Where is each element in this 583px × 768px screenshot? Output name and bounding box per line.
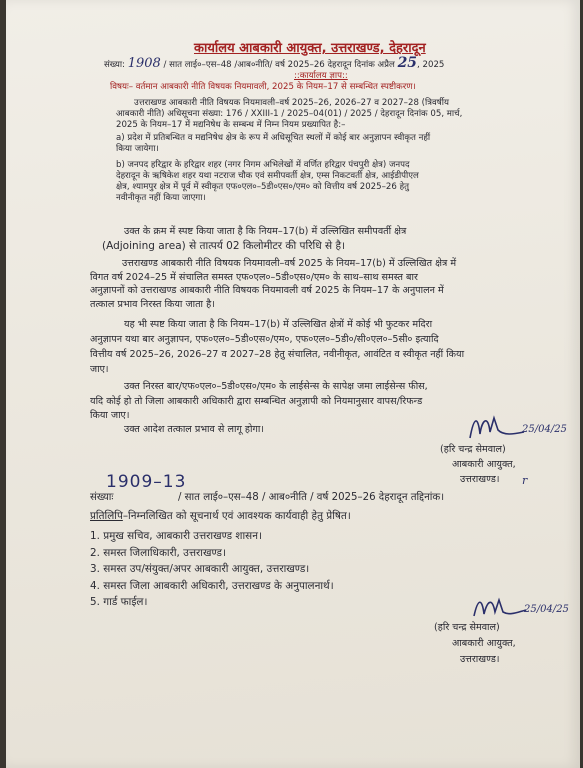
list-item: 5. गार्ड फाईल। xyxy=(90,596,148,608)
copy-reference-label: संख्याः xyxy=(90,492,114,503)
p3-line: अनुज्ञापनों को उत्तराखण्ड आबकारी नीति विषयक नियमावली वर्ष 2025 के नियम–17 के अनुपालन में xyxy=(90,285,444,296)
list-item: 4. समस्त जिला आबकारी अधिकारी, उत्तराखण्ड के अनुपालनार्थ। xyxy=(90,579,334,592)
p1-line: b) जनपद हरिद्वार के हरिद्वार शहर (नगर निगम अभिलेखों में वर्णित हरिद्वार पंचपुरी क्षेत्र) जनपद xyxy=(116,160,410,170)
p1-line: 2025 के नियम–17 में मद्यनिषेध के सम्बन्ध में निम्न नियम प्रख्यापित है:– xyxy=(116,120,346,130)
p3-line: तत्काल प्रभाव निरस्त किया जाता है। xyxy=(90,298,215,310)
paragraph-6: उक्त आदेश तत्काल प्रभाव से लागू होगा। xyxy=(124,424,265,435)
p4-line: वित्तीय वर्ष 2025–26, 2026–27 व 2027–28 हेतु संचालित, नवीनीकृत, आवंटित व स्वीकृत नहीं किया xyxy=(90,349,465,360)
signature-scrawl-2 xyxy=(468,590,583,624)
date-handwritten: 25 xyxy=(397,55,418,71)
p5-line: यदि कोई हो तो जिला आबकारी अधिकारी द्वारा सम्बन्धित अनुज्ञापी को नियमानुसार वापस/रिफन्ड xyxy=(90,395,423,407)
paragraph-5 xyxy=(90,380,428,424)
p4-line: यह भी स्पष्ट किया जाता है कि नियम–17(b) में उल्लिखित क्षेत्रों में कोई भी फुटकर मदिरा xyxy=(124,319,433,330)
p1-line: देहरादून के ऋषिकेश शहर यथा नटराज चौक एवं समीपवर्ती क्षेत्र, एम्स निकटवर्ती क्षेत्र, आईडीपीएल xyxy=(116,171,419,181)
signatory-name: (हरि चन्द्र सेमवाल) xyxy=(440,444,506,455)
p4-line: अनुज्ञापन यथा बार अनुज्ञापन, एफ०एल०–5डी०एस०/एम०, एफ०एल०–5डी०/सी०एल०–5सी० इत्यादि xyxy=(90,334,439,345)
list-item: 1. प्रमुख सचिव, आबकारी उत्तराखण्ड शासन। xyxy=(90,530,262,542)
p1-line: नवीनीकृत नहीं किया जाएगा। xyxy=(116,193,206,203)
office-title: कार्यालय आबकारी आयुक्त, उत्तराखण्ड, देहरादून xyxy=(194,41,426,56)
subject-text: वर्तमान आबकारी नीति विषयक नियमावली, 2025 के नियम–17 से सम्बन्धित स्पष्टीकरण। xyxy=(135,82,416,92)
p2-line: उक्त के क्रम में स्पष्ट किया जाता है कि नियम–17(b) में उल्लिखित समीपवर्ती क्षेत्र xyxy=(124,226,407,237)
document-page xyxy=(6,0,580,768)
p1-line: आबकारी नीति) अधिसूचना संख्या: 176 / XXIII-1 / 2025–04(01) / 2025 / देहरादून दिनांक 05, मार्च, xyxy=(116,109,463,119)
reference-year: , 2025 xyxy=(417,60,445,70)
copy-label: प्रतिलिपि xyxy=(90,510,123,522)
p2-line: (Adjoining area) से तात्पर्य 02 किलोमीटर की परिधि से है। xyxy=(102,240,345,252)
p1-line: a) प्रदेश में प्रतिबन्धित व मद्यनिषेध क्षेत्र के रूप में अधिसूचित स्थलों में कोई बार अनुज्ञापन स्वीकृत नहीं xyxy=(116,133,431,143)
signatory-state-2: उत्तराखण्ड। xyxy=(460,654,500,665)
copy-intro xyxy=(90,509,351,523)
list-item: 3. समस्त उप/संयुक्त/अपर आबकारी आयुक्त, उत्तराखण्ड। xyxy=(90,563,310,575)
signatory-name-2: (हरि चन्द्र सेमवाल) xyxy=(434,622,500,633)
p3-line: विगत वर्ष 2024–25 में संचालित समस्त एफ०एल०–5डी०एस०/एम० के साथ–साथ समस्त बार xyxy=(90,271,418,283)
reference-details: / सात लाई०–एस–48 /आब०नीति/ वर्ष 2025–26 देहरादून दिनांक अप्रैल xyxy=(163,60,395,70)
paragraph-3 xyxy=(90,257,456,311)
reference-line xyxy=(104,55,445,71)
p5-line: किया जाए। xyxy=(90,410,130,421)
p1-line: उत्तराखण्ड आबकारी नीति विषयक नियमावली–वर्ष 2025–26, 2026–27 व 2027–28 (त्रिवर्षीय xyxy=(134,98,449,108)
signature-scrawl xyxy=(464,410,583,444)
copy-reference-details: / सात लाई०–एस–48 / आब०नीति / वर्ष 2025–26 देहरादून तद्दिनांक। xyxy=(177,492,445,503)
order-heading: ::कार्यालय ज्ञाप:: xyxy=(294,71,348,81)
p4-line: जाए। xyxy=(90,364,109,375)
reference-label: संख्या: xyxy=(104,60,125,70)
p1-line: क्षेत्र, श्यामपुर क्षेत्र में पूर्व में स्वीकृत एफ०एल०–5डी०एस०/एम० को वित्तीय वर्ष 2025–26 हेतु xyxy=(116,182,410,192)
signature-date-2: 25/04/25 xyxy=(524,604,569,615)
paragraph-4 xyxy=(90,317,464,377)
p1-line: किया जायेगा। xyxy=(116,144,159,154)
list-item: 2. समस्त जिलाधिकारी, उत्तराखण्ड। xyxy=(90,546,226,559)
reference-number-handwritten: 1908 xyxy=(127,56,161,71)
recipient-list xyxy=(90,528,334,611)
copy-number-handwritten: 1909–13 xyxy=(106,472,187,492)
p3-line: उत्तराखण्ड आबकारी नीति विषयक नियमावली–वर्ष 2025 के नियम–17(b) में उल्लिखित क्षेत्र में xyxy=(122,258,457,269)
copy-text: –निम्नलिखित को सूचनार्थ एवं आवश्यक कार्यवाही हेतु प्रेषित। xyxy=(122,510,351,522)
paragraph-2 xyxy=(102,226,406,252)
subject-line xyxy=(110,82,416,93)
signatory-designation-2: आबकारी आयुक्त, xyxy=(452,638,516,649)
signature-date: 25/04/25 xyxy=(522,424,567,435)
subject-label: विषयः– xyxy=(110,82,133,92)
pen-mark: r xyxy=(522,474,528,487)
signatory-state: उत्तराखण्ड। xyxy=(460,474,500,485)
signatory-designation: आबकारी आयुक्त, xyxy=(452,459,516,470)
p5-line: उक्त निरस्त बार/एफ०एल०–5डी०एस०/एम० के लाईसेन्स के सापेक्ष जमा लाईसेन्स फीस, xyxy=(124,381,428,392)
paragraph-1 xyxy=(116,98,462,204)
copy-reference-line xyxy=(90,492,444,504)
